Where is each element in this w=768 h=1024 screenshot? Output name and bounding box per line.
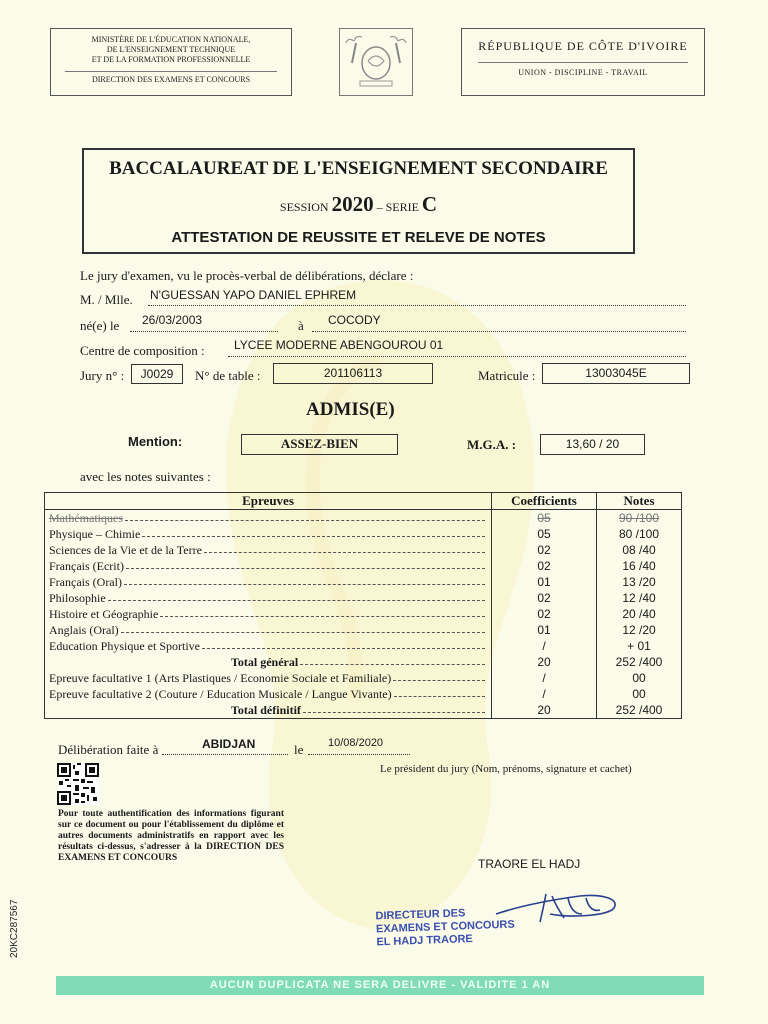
header-coefficients: Coefficients: [492, 493, 597, 510]
serie-label: – SERIE: [376, 200, 419, 214]
subject-name: Total général: [231, 655, 299, 669]
jury-number: J0029: [131, 364, 183, 384]
coefficient-cell: 02: [492, 606, 597, 622]
subject-name: Sciences de la Vie et de la Terre: [49, 543, 202, 557]
coefficient-cell: 20: [492, 654, 597, 670]
coefficient-cell: /: [492, 670, 597, 686]
grades-table: [44, 492, 682, 719]
header-epreuves: Epreuves: [45, 493, 492, 510]
authentication-note: Pour toute authentification des informations figurant sur ce document ou pour l'établissement du diplôme et autres documents administratifs en rapport avec les résultats ci-dessus, s'adresser à la DIRECTION DES EXAMENS ET CONCOURS: [58, 809, 284, 863]
serie-value: C: [421, 192, 438, 216]
session-year: 2020: [331, 192, 374, 216]
jury-label: Jury n° :: [80, 368, 125, 383]
note-cell: 13 /20: [597, 574, 682, 590]
coefficient-cell: 02: [492, 590, 597, 606]
ministry-header: [50, 28, 292, 96]
centre-value: LYCEE MODERNE ABENGOUROU 01: [234, 338, 444, 352]
stamp-line-3: EL HADJ TRAORE: [376, 933, 474, 949]
coefficient-cell: 01: [492, 574, 597, 590]
subject-name: Philosophie: [49, 591, 106, 605]
table-row: [45, 590, 682, 606]
serial-number: [3, 880, 23, 960]
mga-value: 13,60 / 20: [540, 434, 645, 455]
subject-name: Français (Oral): [49, 575, 122, 589]
note-cell: 252 /400: [597, 654, 682, 670]
subject-name: Education Physique et Sportive: [49, 639, 200, 653]
coefficient-cell: 20: [492, 702, 597, 719]
stamp-line-1: DIRECTEUR DES: [375, 907, 466, 923]
coefficient-cell: 02: [492, 542, 597, 558]
table-row: [45, 526, 682, 542]
table-row: [45, 574, 682, 590]
table-row: [45, 510, 682, 527]
mention-label: Mention:: [128, 434, 183, 449]
deliberation-place: ABIDJAN: [202, 737, 256, 751]
table-row: [45, 606, 682, 622]
footer-band: AUCUN DUPLICATA NE SERA DELIVRE - VALIDITE 1 AN: [56, 976, 704, 995]
coefficient-cell: /: [492, 686, 597, 702]
table-row: [45, 638, 682, 654]
note-cell: 12 /20: [597, 622, 682, 638]
table-row: [45, 558, 682, 574]
deliberation-label: Délibération faite à: [58, 742, 159, 757]
born-label: né(e) le: [80, 318, 120, 333]
note-cell: 252 /400: [597, 702, 682, 719]
candidate-name: N'GUESSAN YAPO DANIEL EPHREM: [150, 288, 357, 302]
session-line: [84, 192, 633, 217]
deliberation-date: 10/08/2020: [328, 737, 384, 749]
centre-label: Centre de composition :: [80, 343, 205, 358]
note-cell: 80 /100: [597, 526, 682, 542]
coefficient-cell: 05: [492, 510, 597, 527]
birth-date: 26/03/2003: [142, 313, 203, 327]
result-status: ADMIS(E): [306, 399, 395, 420]
table-row: [45, 542, 682, 558]
table-row: [45, 654, 682, 670]
note-cell: 00: [597, 670, 682, 686]
session-label: SESSION: [279, 200, 329, 214]
ministry-line-3: ET DE LA FORMATION PROFESSIONNELLE: [91, 55, 251, 64]
subject-name: Histoire et Géographie: [49, 607, 159, 621]
certificate-title-box: [82, 148, 635, 254]
mga-label: M.G.A. :: [467, 437, 517, 452]
coefficient-cell: 05: [492, 526, 597, 542]
subject-name: Epreuve facultative 2 (Couture / Education Musicale / Langue Vivante): [49, 687, 392, 701]
at-label: à: [298, 318, 304, 333]
direction-label: DIRECTION DES EXAMENS ET CONCOURS: [91, 75, 251, 84]
subject-name: Epreuve facultative 1 (Arts Plastiques / Economie Sociale et Familiale): [49, 671, 392, 685]
motto-label: UNION - DISCIPLINE - TRAVAIL: [518, 68, 648, 77]
matricule-label: Matricule :: [478, 368, 536, 383]
name-label: M. / Mlle.: [80, 292, 133, 307]
stamp-line-2: EXAMENS ET CONCOURS: [375, 918, 515, 936]
coefficient-cell: 01: [492, 622, 597, 638]
ministry-line-2: DE L'ENSEIGNEMENT TECHNIQUE: [106, 45, 236, 54]
subject-name: Physique – Chimie: [49, 527, 141, 541]
signature-icon: [490, 884, 626, 928]
subject-name: Total définitif: [231, 703, 301, 717]
header-notes: Notes: [597, 493, 682, 510]
president-name: TRAORE EL HADJ: [478, 857, 581, 871]
table-row: [45, 622, 682, 638]
table-row: [45, 686, 682, 702]
subject-name: Mathématiques: [49, 511, 123, 525]
table-number: 201106113: [273, 363, 433, 384]
qr-code-icon: [57, 763, 99, 805]
attestation-title: ATTESTATION DE REUSSITE ET RELEVE DE NOTES: [171, 229, 546, 246]
subject-name: Français (Ecrit): [49, 559, 124, 573]
coefficient-cell: /: [492, 638, 597, 654]
exam-title: BACCALAUREAT DE L'ENSEIGNEMENT SECONDAIRE: [109, 158, 608, 179]
republic-label: RÉPUBLIQUE DE CÔTE D'IVOIRE: [478, 39, 688, 53]
deliberation-date-label: le: [294, 742, 304, 757]
republic-header: [461, 28, 705, 96]
table-row: [45, 702, 682, 719]
note-cell: 12 /40: [597, 590, 682, 606]
table-row: [45, 670, 682, 686]
president-label: Le président du jury (Nom, prénoms, signature et cachet): [380, 763, 632, 775]
note-cell: 08 /40: [597, 542, 682, 558]
note-cell: 20 /40: [597, 606, 682, 622]
ministry-line-1: MINISTÈRE DE L'ÉDUCATION NATIONALE,: [91, 35, 251, 44]
coat-of-arms-icon: [339, 28, 413, 96]
jury-intro: Le jury d'examen, vu le procès-verbal de délibérations, déclare :: [80, 268, 414, 283]
note-cell: 90 /100: [597, 510, 682, 527]
table-label: N° de table :: [195, 368, 261, 383]
birth-place: COCODY: [328, 313, 381, 327]
serial-number-text: 20KC287567: [9, 899, 20, 958]
note-cell: 16 /40: [597, 558, 682, 574]
matricule-value: 13003045E: [542, 363, 690, 384]
note-cell: 00: [597, 686, 682, 702]
note-cell: + 01: [597, 638, 682, 654]
subject-name: Anglais (Oral): [49, 623, 119, 637]
mention-value: ASSEZ-BIEN: [241, 434, 398, 455]
notes-intro: avec les notes suivantes :: [80, 469, 211, 484]
coefficient-cell: 02: [492, 558, 597, 574]
